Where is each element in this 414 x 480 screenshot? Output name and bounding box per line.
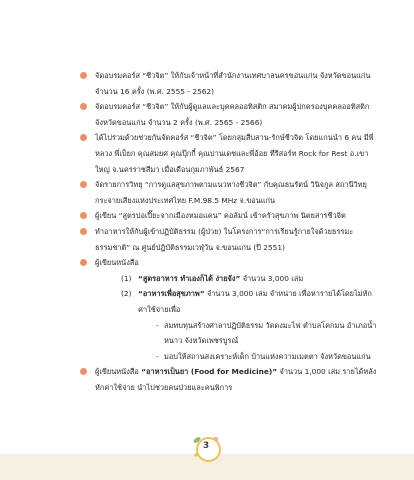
- bullet-icon: [80, 228, 87, 235]
- page-number-badge: [191, 432, 221, 462]
- list-item: [80, 99, 380, 130]
- list-item-text: ผู้เขียน “สูตรปอเปี๊ยะจากเมืองหมอแคน” คอลัมน์ เข้าครัวสุขภาพ นิตยสารชีวจิต: [95, 211, 346, 221]
- book-number: (1): [121, 273, 132, 283]
- list-item: [80, 208, 380, 224]
- purpose-item: [80, 349, 380, 365]
- list-item: [80, 255, 380, 271]
- page-number: 3: [202, 441, 210, 451]
- book-title: “สูตรอาหาร ทำเองก็ได้ ง่ายจัง”: [138, 273, 241, 283]
- list-item-text: ทำอาหารให้กับผู้เข้าปฏิบัติธรรม (ผู้ป่วย) ในโครงการ“การเรียนรู้กายใจด้วยธรรมะธรรมชาติ” ณ ศูนย์ปฏิบัติธรรมเวฬุวัน จ.ขอนแก่น (ปี 2551): [95, 226, 354, 252]
- bullet-icon: [80, 181, 87, 188]
- book-title: “อาหารเป็นยา (Food for Medicine)”: [141, 367, 278, 377]
- list-item-text: ผู้เขียนหนังสือ: [95, 258, 139, 268]
- book-number: (2): [121, 289, 132, 299]
- list-item: [80, 68, 380, 99]
- page-content: [80, 68, 380, 395]
- list-item: [80, 130, 380, 177]
- list-item: [80, 224, 380, 255]
- list-item-prefix: ผู้เขียนหนังสือ: [95, 367, 142, 377]
- book-detail: จำนวน 1,000 เล่ม รายได้หลังหักค่าใช้จ่าย นำไปช่วยคนป่วยและคนพิการ: [95, 367, 377, 392]
- list-item-text: จัดอบรมคอร์ส “ชีวจิต” ให้กับผู้ดูแลและบุคคลออทิสติก สมาคมผู้ปกครองบุคคลออทิสติก จังหวัดขอนแก่น จำนวน 2 ครั้ง (พ.ศ. 2565 - 2566): [95, 102, 370, 127]
- list-item-text: ได้ไปร่วมด้วยช่วยกันจัดคอร์ส “ชีวจิต” โดยกลุ่มสืบสาน-รักษ์ชีวจิต โดยแกนนำ 6 คน มีพี่หลวง พี่เป็ยก คุณสมยศ คุณปุ๊กกี้ คุณปานเดชและพี่อ้อย ที่รีสอร์ท Rock for Rest อ.เขาใหญ่ จ.นครราชสีมา เมื่อเดือนกุมภาพันธ์ 2567: [95, 133, 374, 174]
- book-entry: [80, 271, 380, 287]
- dash-marker: -: [156, 320, 159, 330]
- purpose-text: สมทบทุนสร้างศาลาปฏิบัติธรรม วัดดงมะไฟ ตำบลโคกมน อำเภอน้ำหนาว จังหวัดเพชรบูรณ์: [164, 320, 377, 346]
- list-item: [80, 364, 380, 395]
- book-detail: จำนวน 3,000 เล่ม: [240, 273, 304, 283]
- dash-marker: -: [156, 351, 159, 361]
- purpose-item: [80, 318, 380, 349]
- bullet-icon: [80, 212, 87, 219]
- book-entry: [80, 286, 380, 317]
- book-detail: จำนวน 3,000 เล่ม จำหน่าย เพื่อหารายได้โดยไม่หักค่าใช้จ่ายเพื่อ: [138, 289, 372, 314]
- bullet-icon: [80, 259, 87, 266]
- list-item-text: จัดอบรมคอร์ส “ชีวจิต” ให้กับเจ้าหน้าที่สำนักงานเทศบาลนครขอนแก่น จังหวัดขอนแก่น จำนวน 16 ครั้ง (พ.ศ. 2555 - 2562): [95, 71, 371, 96]
- list-item: [80, 177, 380, 208]
- bullet-icon: [80, 72, 87, 79]
- purpose-text: มอบให้สถานสงเคราะห์เด็ก บ้านแห่งความเมตตา จังหวัดขอนแก่น: [164, 351, 371, 361]
- book-title: “อาหารเพื่อสุขภาพ”: [138, 289, 205, 299]
- list-item-text: จัดรายการวิทยุ “การดูแลสุขภาพตามแนวทางชีวจิต” กับคุณธนรัตน์ วินิจกูล สถานีวิทยุกระจายเสียงแห่งประเทศไทย F.M.98.5 MHz จ.ขอนแก่น: [95, 180, 367, 205]
- bullet-icon: [80, 134, 87, 141]
- bullet-icon: [80, 103, 87, 110]
- bullet-icon: [80, 368, 87, 375]
